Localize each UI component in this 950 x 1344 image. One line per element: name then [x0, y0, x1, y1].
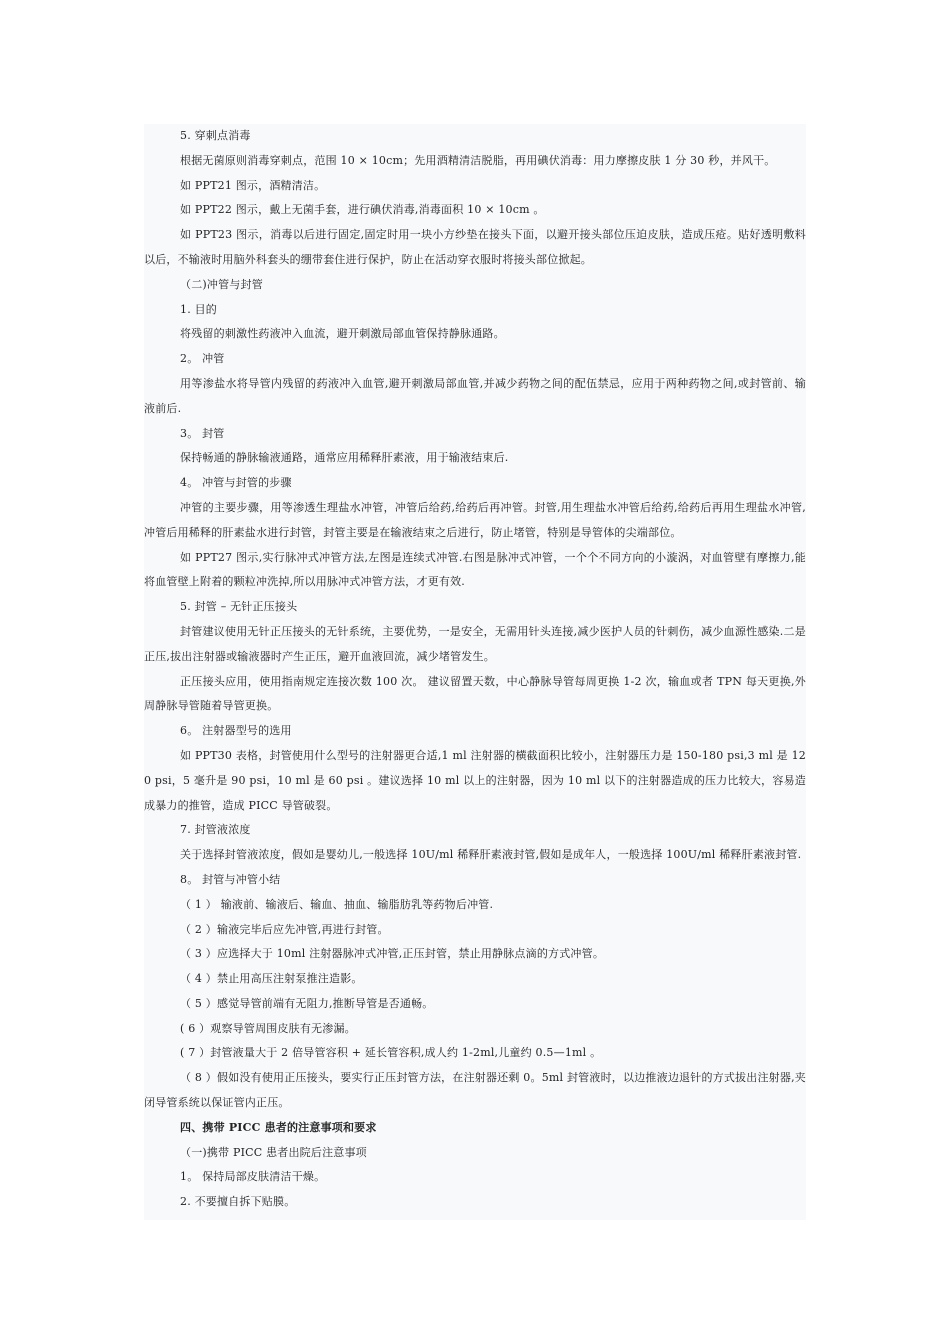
- list-item: （ 1 ） 输液前、输液后、输血、抽血、输脂肪乳等药物后冲管.: [180, 897, 494, 911]
- list-item: （ 5 ）感觉导管前端有无阻力,推断导管是否通畅。: [180, 996, 434, 1010]
- subheading: 4。 冲管与封管的步骤: [180, 476, 292, 490]
- paragraph: 如 PPT30 表格，封管使用什么型号的注射器更合适,1 ml 注射器的横截面积比较小，注射器压力是 150-180 psi,3 ml 是 120 psi，5 毫升是 90 psi，10 ml 是 60 psi 。建议选择 10 ml 以上的注射器，因为 10 ml 以下的注射器造成的压力比较大，容易造成暴力的推管，造成 PICC 导管破裂。: [144, 748, 806, 812]
- paragraph: 关于选择封管液浓度，假如是婴幼儿,一般选择 10U/ml 稀释肝素液封管,假如是成年人，一般选择 100U/ml 稀释肝素液封管.: [180, 848, 802, 862]
- subheading: 3。 封管: [180, 426, 225, 440]
- paragraph: 封管建议使用无针正压接头的无针系统，主要优势，一是安全，无需用针头连接,减少医护人员的针刺伤，减少血源性感染.二是正压,拔出注射器或输液器时产生正压，避开血液回流，减少堵管发生。: [144, 624, 806, 663]
- list-item: 1。 保持局部皮肤清洁干燥。: [180, 1170, 326, 1184]
- list-item: （ 4 ）禁止用高压注射泵推注造影。: [180, 972, 363, 986]
- subheading: 8。 封管与冲管小结: [180, 872, 281, 886]
- paragraph: 保持畅通的静脉输液通路，通常应用稀释肝素液，用于输液结束后.: [180, 451, 509, 465]
- list-item: （ 2 ）输液完毕后应先冲管,再进行封管。: [180, 922, 389, 936]
- list-item: ( 7 ）封管液量大于 2 倍导管容积 + 延长管容积,成人约 1-2ml,儿童约 0.5—1ml 。: [180, 1046, 602, 1060]
- paragraph: 根据无菌原则消毒穿刺点，范围 10 × 10cm；先用酒精清洁脱脂，再用碘伏消毒：用力摩擦皮肤 1 分 30 秒，并风干。: [180, 153, 776, 167]
- paragraph: 冲管的主要步骤，用等渗透生理盐水冲管，冲管后给药,给药后再冲管。封管,用生理盐水冲管后给药,给药后再用生理盐水冲管,冲管后用稀释的肝素盐水进行封管，封管主要是在输液结束之后进行，防止堵管，特别是导管体的尖端部位。: [144, 500, 806, 539]
- subheading: 7. 封管液浓度: [180, 823, 251, 837]
- paragraph: 如 PPT22 图示，戴上无菌手套，进行碘伏消毒,消毒面积 10 × 10cm 。: [180, 203, 545, 217]
- heading-puncture-disinfection: 5. 穿刺点消毒: [180, 129, 251, 142]
- subheading: 2。 冲管: [180, 352, 225, 366]
- section-heading-flush-seal: （二)冲管与封管: [180, 277, 263, 291]
- paragraph: 将残留的刺激性药液冲入血流，避开刺激局部血管保持静脉通路。: [180, 327, 505, 341]
- document-page: [144, 124, 806, 1220]
- section-heading-picc-precautions: 四、携带 PICC 患者的注意事项和要求: [180, 1120, 377, 1134]
- paragraph: 正压接头应用，使用指南规定连接次数 100 次。 建议留置天数，中心静脉导管每周更换 1-2 次，输血或者 TPN 每天更换,外周静脉导管随着导管更换。: [144, 674, 806, 713]
- list-item: （ 3 ）应选择大于 10ml 注射器脉冲式冲管,正压封管，禁止用静脉点滴的方式冲管。: [180, 947, 605, 961]
- list-item: （ 8 ）假如没有使用正压接头，要实行正压封管方法，在注射器还剩 0。5ml 封管液时，以边推液边退针的方式拔出注射器,夹闭导管系统以保证管内正压。: [144, 1071, 806, 1110]
- subheading: （一)携带 PICC 患者出院后注意事项: [180, 1145, 367, 1159]
- paragraph: 如 PPT21 图示，酒精清洁。: [180, 178, 326, 192]
- list-item: 2. 不要擅自拆下贴膜。: [180, 1195, 296, 1209]
- subheading: 5. 封管 – 无针正压接头: [180, 600, 298, 614]
- subheading: 1. 目的: [180, 302, 217, 316]
- paragraph: 如 PPT23 图示，消毒以后进行固定,固定时用一块小方纱垫在接头下面，以避开接头部位压迫皮肤，造成压疮。贴好透明敷料以后，不输液时用脑外科套头的绷带套住进行保护，防止在活动穿衣服时将接头部位掀起。: [144, 228, 806, 266]
- paragraph: 用等渗盐水将导管内残留的药液冲入血管,避开刺激局部血管,并减少药物之间的配伍禁忌，应用于两种药物之间,或封管前、输液前后.: [144, 376, 806, 415]
- subheading: 6。 注射器型号的选用: [180, 724, 292, 738]
- list-item: ( 6 ）观察导管周围皮肤有无渗漏。: [180, 1021, 356, 1035]
- paragraph: 如 PPT27 图示,实行脉冲式冲管方法,左图是连续式冲管.右图是脉冲式冲管，一个个不同方向的小漩涡，对血管壁有摩擦力,能将血管壁上附着的颗粒冲洗掉,所以用脉冲式冲管方法，才更有效.: [144, 550, 806, 589]
